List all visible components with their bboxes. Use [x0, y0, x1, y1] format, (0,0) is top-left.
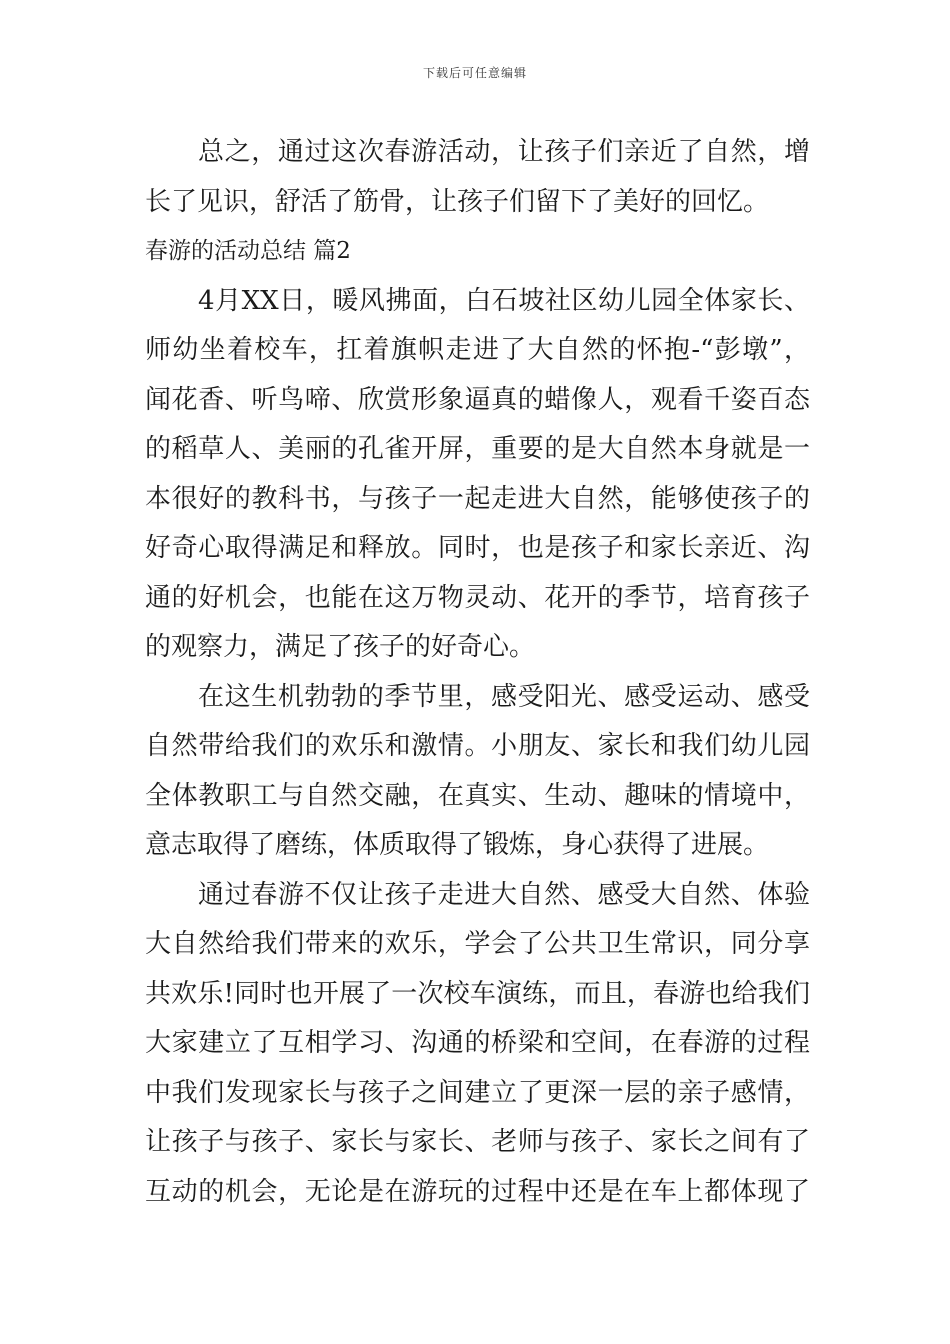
text-line: 中我们发现家长与孩子之间建立了更深一层的亲子感情， — [145, 1077, 810, 1108]
text-line: 大家建立了互相学习、沟通的桥梁和空间，在春游的过程 — [145, 1028, 810, 1058]
paragraph-season — [145, 673, 810, 871]
paragraph-intro — [145, 277, 810, 673]
text-line: 在这生机勃勃的季节里，感受阳光、感受运动、感受 — [198, 681, 810, 712]
text-line: 互动的机会，无论是在游玩的过程中还是在车上都体现了 — [145, 1176, 810, 1207]
section-heading: 春游的活动总结 篇2 — [145, 238, 351, 264]
text-line: 本很好的教科书，与孩子一起走进大自然，能够使孩子的 — [145, 483, 810, 514]
text-line: 全体教职工与自然交融，在真实、生动、趣味的情境中， — [145, 780, 810, 811]
text-line: 长了见识，舒活了筋骨，让孩子们留下了美好的回忆。 — [145, 186, 770, 217]
text-line: 通的好机会，也能在这万物灵动、花开的季节，培育孩子 — [145, 582, 810, 613]
paragraph-conclusion — [145, 128, 810, 227]
text-line: 自然带给我们的欢乐和激情。小朋友、家长和我们幼儿园 — [145, 731, 810, 761]
page-header-note: 下载后可任意编辑 — [422, 66, 527, 80]
text-line: 让孩子与孩子、家长与家长、老师与孩子、家长之间有了 — [145, 1127, 810, 1157]
paragraph-benefits — [145, 871, 810, 1218]
document-body — [145, 128, 810, 1217]
text-line: 通过春游不仅让孩子走进大自然、感受大自然、体验 — [198, 879, 810, 910]
text-line: 4月XX日，暖风拂面，白石坡社区幼儿园全体家长、 — [198, 285, 810, 316]
text-line: 好奇心取得满足和释放。同时，也是孩子和家长亲近、沟 — [145, 533, 810, 563]
text-line: 共欢乐!同时也开展了一次校车演练，而且，春游也给我们 — [145, 978, 810, 1009]
text-line: 总之，通过这次春游活动，让孩子们亲近了自然，增 — [198, 137, 810, 167]
text-line: 闻花香、听鸟啼、欣赏形象逼真的蜡像人，观看千姿百态 — [145, 384, 810, 415]
text-line: 的稻草人、美丽的孔雀开屏，重要的是大自然本身就是一 — [145, 434, 810, 464]
text-line: 师幼坐着校车，扛着旗帜走进了大自然的怀抱-“彭墩”， — [145, 335, 810, 365]
text-line: 意志取得了磨练，体质取得了锻炼，身心获得了进展。 — [145, 830, 770, 860]
text-line: 大自然给我们带来的欢乐，学会了公共卫生常识，同分享 — [145, 929, 810, 959]
text-line: 的观察力，满足了孩子的好奇心。 — [145, 632, 536, 662]
